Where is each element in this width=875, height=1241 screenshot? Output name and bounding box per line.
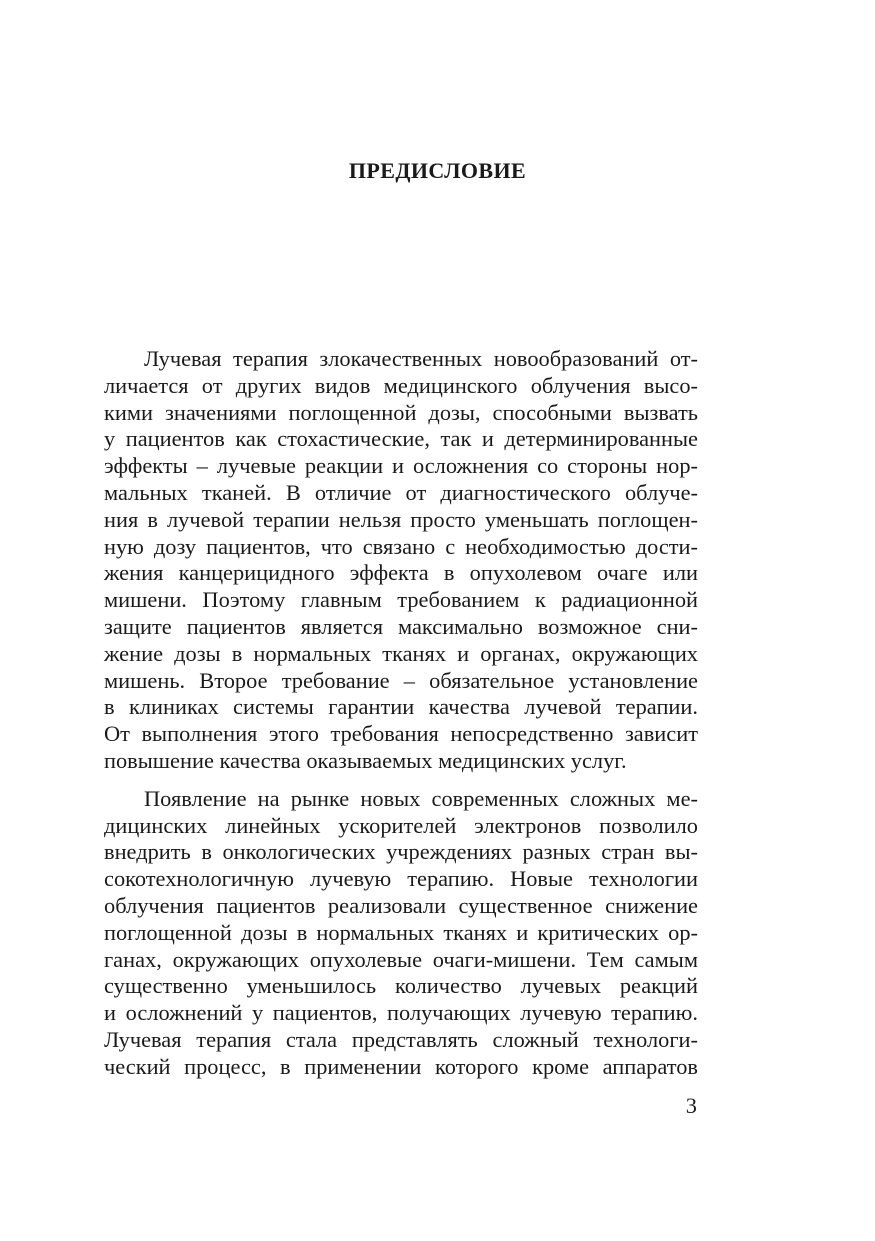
text-line: жение дозы в нормальных тканях и органах, окружающих xyxy=(104,640,698,666)
text-line: ганах, окружающих опухолевые очаги-мишени. Тем самым xyxy=(104,946,698,972)
body-text xyxy=(104,346,698,1081)
text-line: внедрить в онкологических учреждениях разных стран вы- xyxy=(104,839,698,865)
page-number: 3 xyxy=(685,1093,697,1118)
page-title: ПРЕДИСЛОВИЕ xyxy=(348,158,527,183)
text-line: Лучевая терапия злокачественных новообразований от- xyxy=(144,346,698,371)
text-line: у пациентов как стохастические, так и детерминированные xyxy=(104,426,698,452)
text-line: эффекты – лучевые реакции и осложнения со стороны нор- xyxy=(104,453,698,479)
text-line: в клиниках системы гарантии качества лучевой терапии. xyxy=(104,694,698,720)
text-line: защите пациентов является максимально возможное сни- xyxy=(104,613,698,639)
text-line: существенно уменьшилось количество лучевых реакций xyxy=(104,973,698,999)
text-line: ческий процесс, в применении которого кроме аппаратов xyxy=(104,1053,698,1079)
text-line: От выполнения этого требования непосредственно зависит xyxy=(104,721,698,747)
text-line: личается от других видов медицинского облучения высо- xyxy=(104,372,698,398)
text-line: Появление на рынке новых современных сложных ме- xyxy=(144,785,698,811)
text-line: повышение качества оказываемых медицинских услуг. xyxy=(104,747,627,773)
text-line: ния в лучевой терапии нельзя просто уменьшать поглощен- xyxy=(104,506,698,532)
text-line: Лучевая терапия стала представлять сложный технологи- xyxy=(104,1026,698,1052)
text-line: дицинских линейных ускорителей электронов позволило xyxy=(104,812,698,838)
text-line: ную дозу пациентов, что связано с необходимостью дости- xyxy=(104,533,698,559)
text-line: сокотехнологичную лучевую терапию. Новые технологии xyxy=(104,866,698,892)
text-line: и осложнений у пациентов, получающих лучевую терапию. xyxy=(104,1000,698,1026)
text-line: жения канцерицидного эффекта в опухолевом очаге или xyxy=(104,560,698,586)
text-line: мишень. Второе требование – обязательное установление xyxy=(104,667,698,693)
text-line: поглощенной дозы в нормальных тканях и критических ор- xyxy=(104,919,698,945)
paragraph-1 xyxy=(104,346,698,775)
paragraph-2 xyxy=(104,786,698,1081)
text-line: мальных тканей. В отличие от диагностического облуче- xyxy=(104,479,698,505)
text-line: мишени. Поэтому главным требованием к радиационной xyxy=(104,587,698,613)
paragraph-spacing xyxy=(104,775,698,786)
text-line: облучения пациентов реализовали существенное снижение xyxy=(104,892,698,918)
text-line: кими значениями поглощенной дозы, способными вызвать xyxy=(104,399,698,425)
